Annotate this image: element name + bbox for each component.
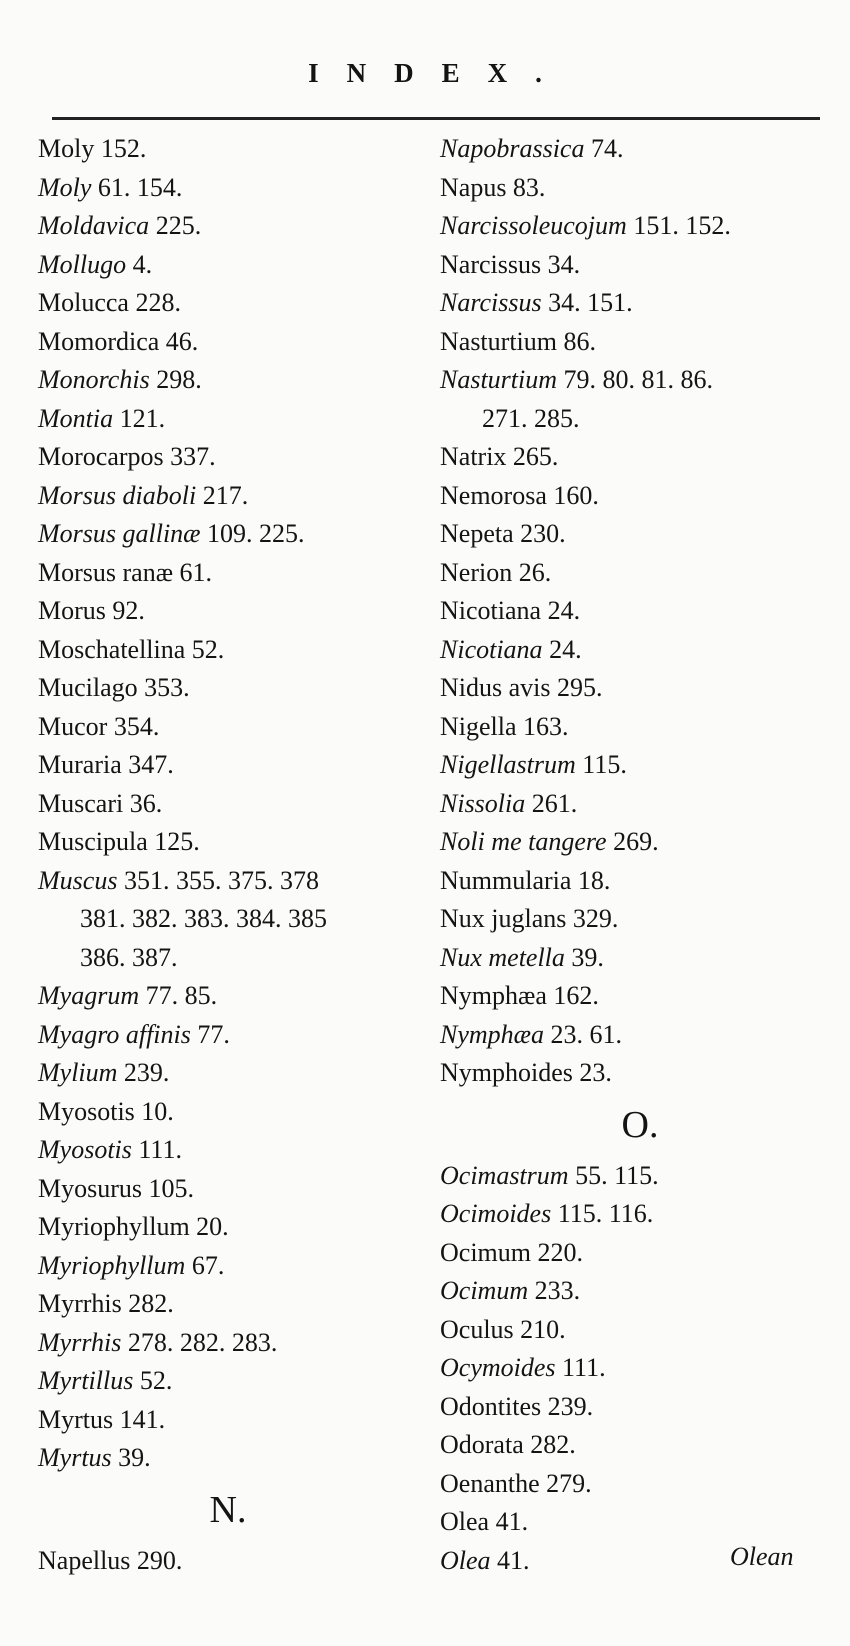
- index-entry: [38, 1016, 418, 1055]
- entry-term: Narcissus: [440, 288, 542, 317]
- index-entry: Nux juglans 329.: [440, 904, 619, 933]
- entry-term: Nux metella: [440, 942, 565, 972]
- entry-term: Noli me tangere: [440, 827, 607, 856]
- entry-term: Myosotis: [38, 1135, 132, 1164]
- entry-term: Mollugo: [38, 249, 127, 279]
- section-letter: N.: [209, 1488, 247, 1531]
- entry-pages: 34. 151.: [541, 288, 633, 317]
- index-entry: Morsus ranæ 61.: [38, 557, 213, 587]
- section-letter: O.: [621, 1103, 659, 1146]
- entry-pages: 39.: [564, 942, 604, 972]
- index-entry: Nemorosa 160.: [440, 480, 599, 510]
- index-entry: Nidus avis 295.: [440, 673, 603, 702]
- entry-term: Mylium: [38, 1058, 118, 1087]
- entry-term: Nasturtium: [440, 365, 558, 394]
- index-entry: Natrix 265.: [440, 442, 559, 471]
- index-entry: [38, 207, 418, 246]
- index-entry: Narcissus 34.: [440, 249, 581, 279]
- entry-term: Morsus diaboli: [38, 480, 197, 510]
- index-entry: [440, 939, 840, 978]
- entry-term: Ocymoides: [440, 1353, 556, 1382]
- entry-term: Nymphæa: [440, 1019, 544, 1049]
- entry-term: Narcissoleucojum: [440, 211, 627, 240]
- index-entry: Muscipula 125.: [38, 827, 200, 856]
- index-entry: [440, 1016, 840, 1055]
- index-entry: Nicotiana 24.: [440, 596, 581, 625]
- index-entry: Oenanthe 279.: [440, 1468, 592, 1498]
- entry-pages: 23. 61.: [544, 1019, 622, 1049]
- index-entry-continuation: 271. 285.: [482, 403, 580, 433]
- index-entry: Muraria 347.: [38, 750, 174, 779]
- index-entry: Morus 92.: [38, 596, 145, 625]
- entry-pages: 111.: [555, 1353, 606, 1382]
- entry-term: Morsus gallinæ: [38, 519, 201, 548]
- index-entry: Mucor 354.: [38, 711, 160, 741]
- entry-pages: 4.: [126, 249, 153, 279]
- index-entry: [440, 207, 840, 246]
- catchword: Olean: [730, 1542, 794, 1571]
- index-entry: [38, 1131, 418, 1170]
- index-entry: [440, 823, 840, 862]
- entry-pages: 77.: [190, 1019, 230, 1049]
- entry-pages: 351. 355. 375. 378: [117, 865, 319, 895]
- index-entry: [38, 1054, 418, 1093]
- entry-pages: 115. 116.: [551, 1199, 654, 1228]
- entry-pages: 121.: [113, 403, 166, 433]
- entry-pages: 55. 115.: [568, 1160, 659, 1190]
- entry-term: Moly: [38, 172, 92, 202]
- index-entry: [38, 1247, 418, 1286]
- entry-pages: 115.: [575, 750, 627, 779]
- index-entry: Muscari 36.: [38, 788, 163, 818]
- entry-term: Myagro affinis: [38, 1019, 191, 1049]
- index-entry: Morocarpos 337.: [38, 442, 216, 471]
- index-column-left: [38, 130, 418, 1580]
- entry-pages: 67.: [185, 1250, 225, 1280]
- entry-pages: 151. 152.: [626, 211, 731, 240]
- entry-term: Nigellastrum: [440, 750, 576, 779]
- index-entry: [38, 1324, 418, 1363]
- entry-pages: 79. 80. 81. 86.: [557, 365, 714, 394]
- index-entry: [440, 1195, 840, 1234]
- index-entry: Nummularia 18.: [440, 865, 611, 895]
- index-entry: Myosurus 105.: [38, 1173, 195, 1203]
- index-entry: Napus 83.: [440, 172, 546, 202]
- entry-term: Myriophyllum: [38, 1250, 186, 1280]
- entry-pages: 61. 154.: [91, 172, 183, 202]
- entry-term: Nissolia: [440, 788, 526, 818]
- index-entry: Nerion 26.: [440, 557, 552, 587]
- entry-pages: 41.: [490, 1545, 530, 1575]
- entry-pages: 52.: [133, 1366, 173, 1395]
- index-entry: Oculus 210.: [440, 1314, 566, 1344]
- index-entry: [38, 246, 418, 285]
- entry-pages: 111.: [131, 1135, 182, 1164]
- index-entry: Nepeta 230.: [440, 519, 566, 548]
- entry-pages: 77. 85.: [139, 981, 218, 1010]
- index-column-right: [440, 130, 840, 1580]
- entry-pages: 261.: [525, 788, 578, 818]
- entry-term: Napobrassica: [440, 134, 585, 163]
- entry-pages: 217.: [196, 480, 249, 510]
- index-entry: [440, 361, 840, 400]
- entry-term: Ocimastrum: [440, 1160, 569, 1190]
- index-entry: [38, 400, 418, 439]
- header-rule: [52, 117, 820, 120]
- index-entry: Myrrhis 282.: [38, 1289, 174, 1318]
- index-entry: Myriophyllum 20.: [38, 1212, 229, 1241]
- index-entry: Moly 152.: [38, 134, 147, 163]
- index-entry: [38, 515, 418, 554]
- entry-term: Myrtillus: [38, 1366, 134, 1395]
- index-entry: [38, 1362, 418, 1401]
- index-entry: [440, 1157, 840, 1196]
- index-entry: [440, 631, 840, 670]
- entry-term: Moldavica: [38, 211, 150, 240]
- entry-pages: 225.: [149, 211, 202, 240]
- index-entry: Molucca 228.: [38, 288, 181, 317]
- entry-pages: 74.: [584, 134, 624, 163]
- index-entry: [38, 862, 418, 901]
- index-entry: Odorata 282.: [440, 1430, 576, 1459]
- index-entry: [440, 785, 840, 824]
- index-entry: [38, 1439, 418, 1478]
- entry-pages: 278. 282. 283.: [121, 1327, 278, 1357]
- entry-term: Ocimum: [440, 1276, 529, 1305]
- index-entry: [38, 977, 418, 1016]
- index-entry: Napellus 290.: [38, 1545, 183, 1575]
- index-entry: [38, 169, 418, 208]
- index-entry: Moschatellina 52.: [38, 634, 225, 664]
- index-entry: Nasturtium 86.: [440, 326, 596, 356]
- entry-pages: 269.: [606, 827, 659, 856]
- entry-term: Nicotiana: [440, 634, 543, 664]
- entry-term: Monorchis: [38, 365, 150, 394]
- index-entry: [440, 130, 840, 169]
- index-entry: Mucilago 353.: [38, 673, 190, 702]
- index-entry-continuation: 381. 382. 383. 384. 385: [80, 904, 327, 933]
- entry-term: Ocimoides: [440, 1199, 552, 1228]
- index-entry: Nymphæa 162.: [440, 981, 599, 1010]
- index-entry: Myrtus 141.: [38, 1404, 166, 1434]
- index-entry: Odontites 239.: [440, 1391, 594, 1421]
- index-entry: [440, 746, 840, 785]
- entry-term: Myrrhis: [38, 1327, 122, 1357]
- index-entry: Nymphoides 23.: [440, 1058, 612, 1087]
- entry-pages: 24.: [542, 634, 582, 664]
- entry-term: Myrtus: [38, 1443, 112, 1472]
- page-title: INDEX.: [308, 58, 570, 88]
- index-entry: Nigella 163.: [440, 711, 569, 741]
- index-entry: [440, 284, 840, 323]
- index-entry: Ocimum 220.: [440, 1237, 583, 1267]
- index-entry: [440, 1272, 840, 1311]
- entry-pages: 39.: [111, 1443, 151, 1472]
- index-entry: [440, 1349, 840, 1388]
- index-entry: [38, 361, 418, 400]
- entry-pages: 239.: [117, 1058, 170, 1087]
- entry-pages: 233.: [528, 1276, 581, 1305]
- entry-pages: 109. 225.: [200, 519, 305, 548]
- entry-term: Olea: [440, 1545, 491, 1575]
- index-entry: Momordica 46.: [38, 326, 199, 356]
- entry-term: Muscus: [38, 865, 118, 895]
- index-entry-continuation: 386. 387.: [80, 942, 178, 972]
- entry-term: Montia: [38, 403, 114, 433]
- entry-term: Myagrum: [38, 981, 140, 1010]
- index-entry: [38, 477, 418, 516]
- index-entry: Myosotis 10.: [38, 1096, 174, 1126]
- entry-pages: 298.: [149, 365, 202, 394]
- index-entry: Olea 41.: [440, 1507, 529, 1536]
